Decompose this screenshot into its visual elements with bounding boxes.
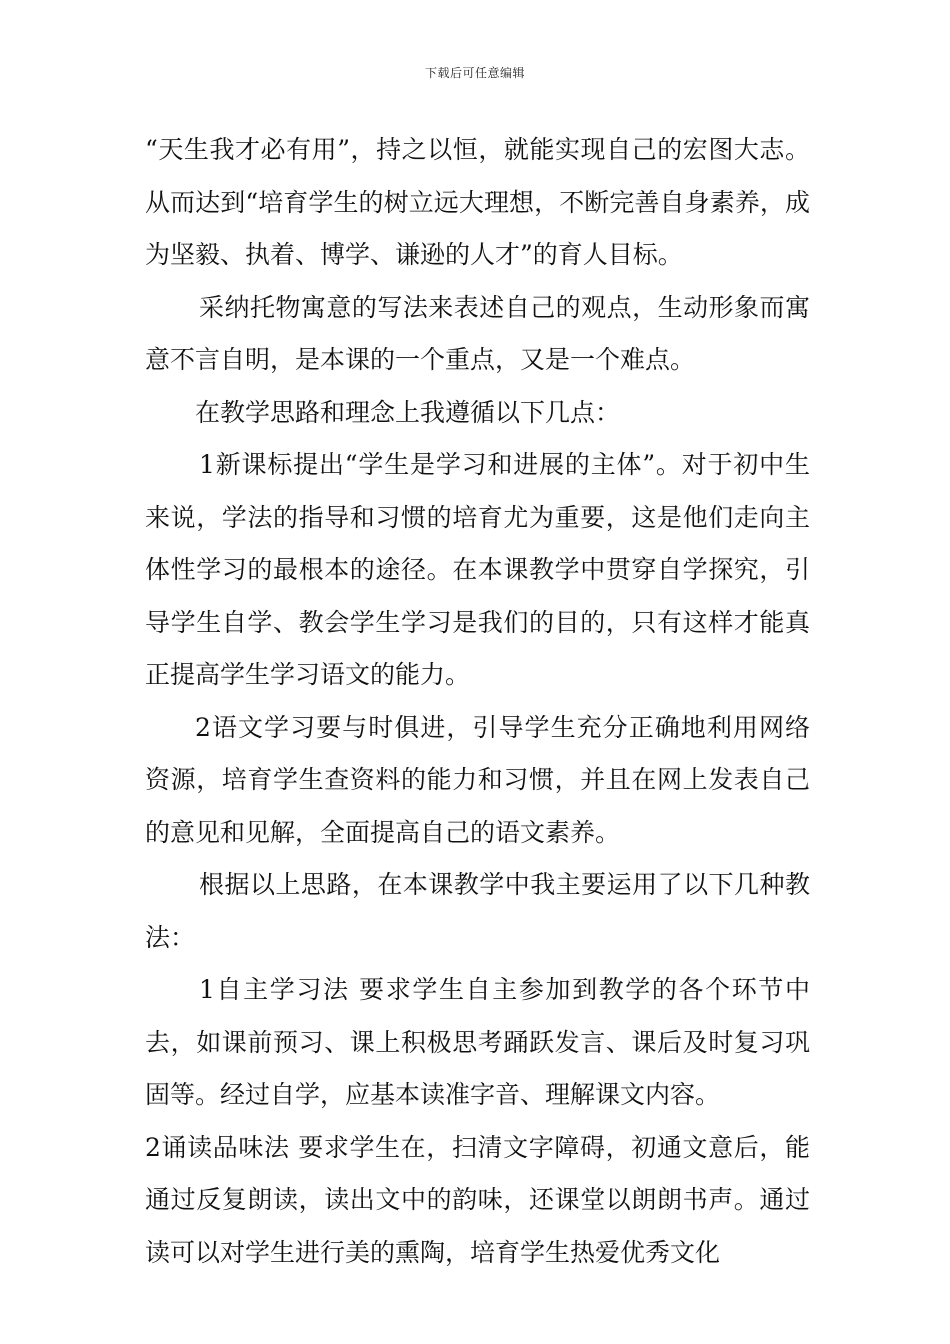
paragraph-4: 1新课标提出“学生是学习和进展的主体”。对于初中生来说，学法的指导和习惯的培育尤为重要，这是他们走向主体性学习的最根本的途径。在本课教学中贯穿自学探究，引导学生自学、教会学生学习是我们的目的，只有这样才能真正提高学生学习语文的能力。 (145, 450, 810, 689)
paragraph-1: “天生我才必有用”，持之以恒，就能实现自己的宏图大志。从而达到“培育学生的树立远大理想，不断完善自身素养，成为坚毅、执着、博学、谦逊的人才”的育人目标。 (145, 135, 810, 269)
paragraph-3: 在教学思路和理念上我遵循以下几点： (195, 397, 621, 427)
paragraph-5: 2语文学习要与时俱进，引导学生充分正确地利用网络资源，培育学生查资料的能力和习惯，并且在网上发表自己的意见和见解，全面提高自己的语文素养。 (145, 712, 810, 847)
document-body (145, 124, 810, 1279)
paragraph-7: 1自主学习法 要求学生自主参加到教学的各个环节中去，如课前预习、课上积极思考踊跃发言、课后及时复习巩固等。经过自学，应基本读准字音、理解课文内容。 (145, 975, 810, 1109)
page-header: 下载后可任意编辑 (424, 66, 525, 80)
paragraph-2: 采纳托物寓意的写法来表述自己的观点，生动形象而寓意不言自明，是本课的一个重点，又是一个难点。 (145, 292, 810, 374)
paragraph-8: 2诵读品味法 要求学生在，扫清文字障碍，初通文意后，能通过反复朗读，读出文中的韵味，还课堂以朗朗书声。通过读可以对学生进行美的熏陶，培育学生热爱优秀文化 (145, 1132, 810, 1267)
paragraph-6: 根据以上思路，在本课教学中我主要运用了以下几种教法： (145, 870, 810, 952)
